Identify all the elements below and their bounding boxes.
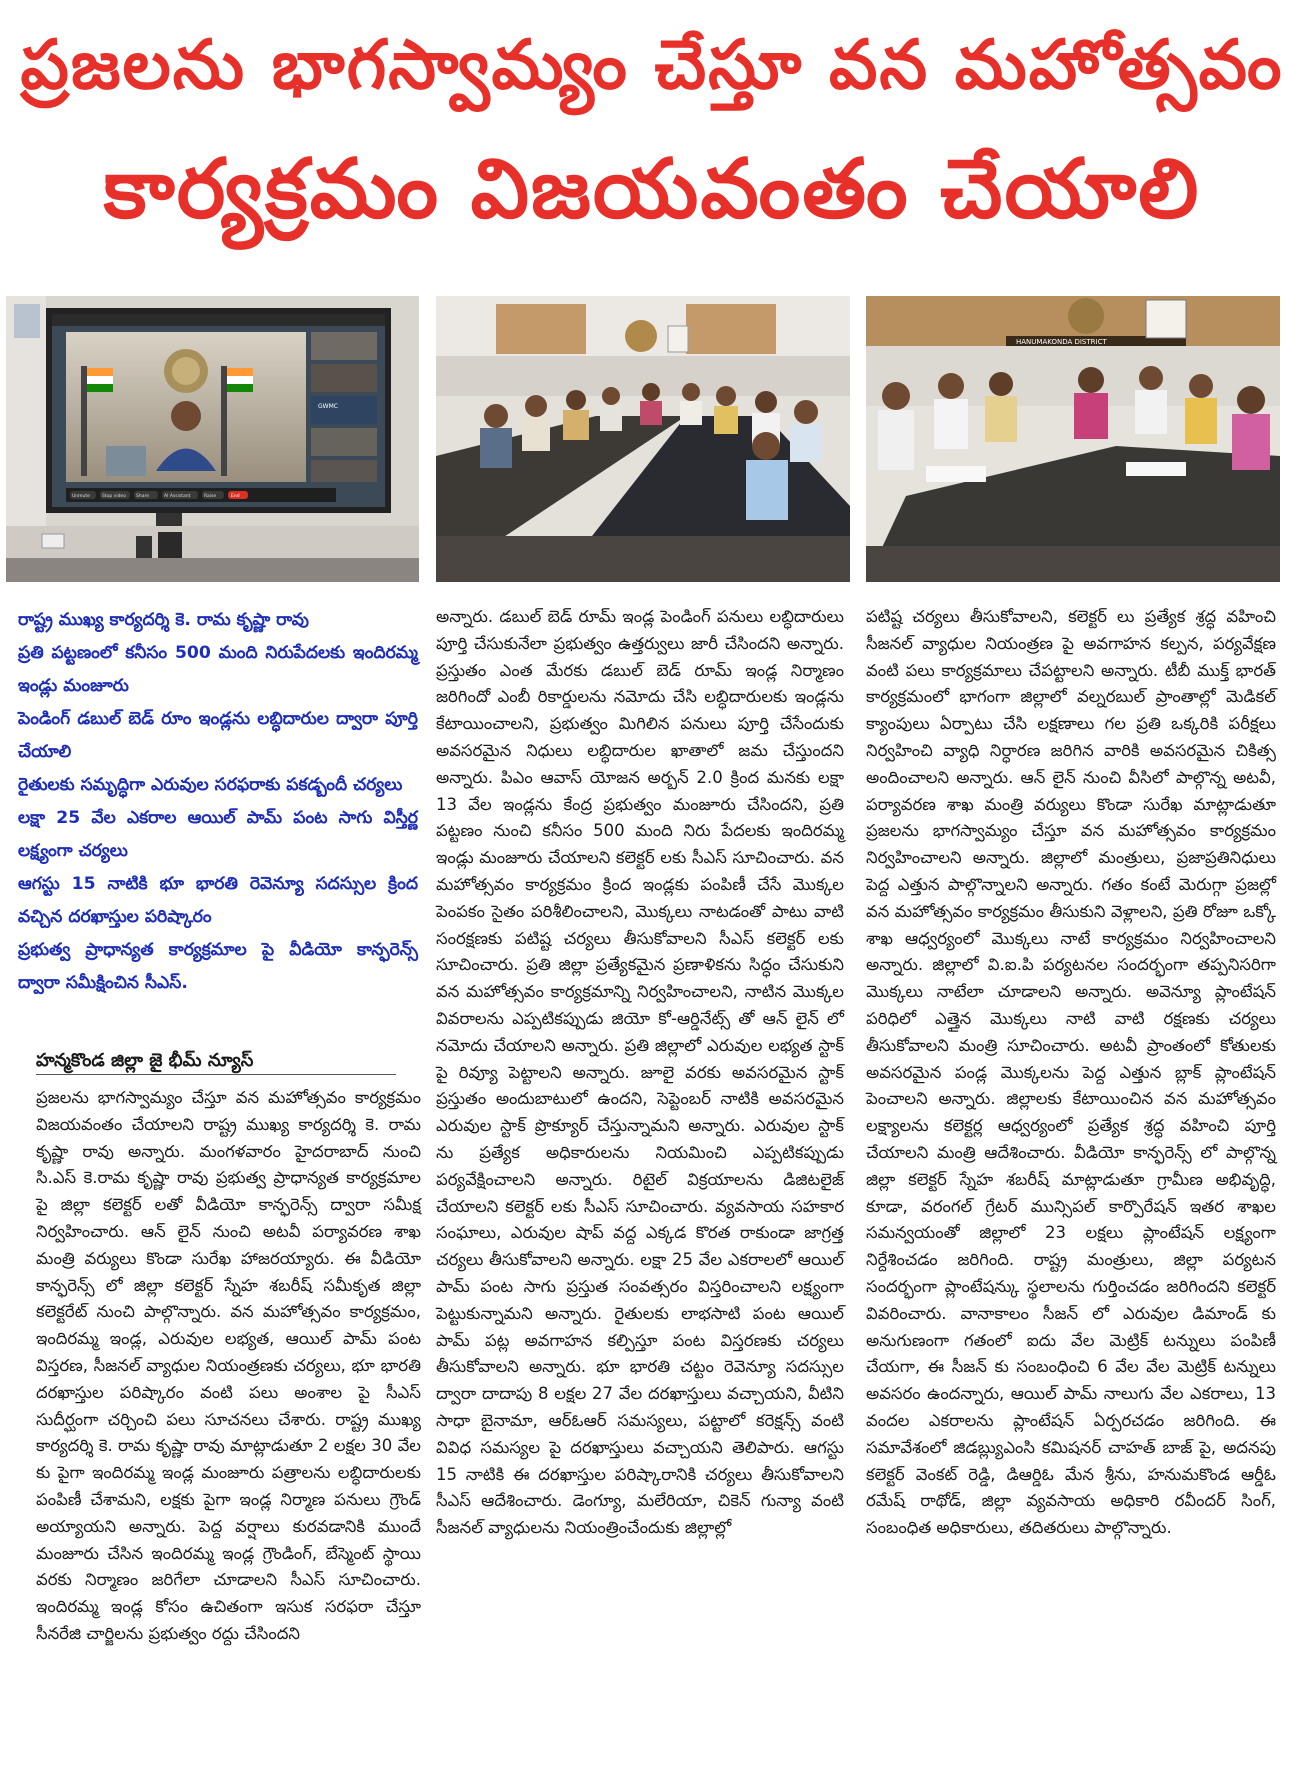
article-column-3: [866, 604, 1276, 1542]
highlight-item: ప్రభుత్వ ప్రాధాన్యత కార్యక్రమాల పై వీడియో కాన్ఫరెన్స్ ద్వారా సమీక్షించిన సీఎస్.: [18, 940, 418, 993]
screen-share-label: Share: [136, 494, 149, 499]
screen-participant1-label: GWMC: [318, 403, 338, 410]
screen-end-label: End: [231, 494, 240, 499]
article-text-1: ప్రజలను భాగస్వామ్యం చేస్తూ వన మహోత్సవం కార్యక్రమం విజయవంతం చేయాలని రాష్ట్ర ముఖ్య కార్యదర్శి కె. రామ కృష్ణా రావు అన్నారు. మంగళవారం హైదరాబాద్ నుంచి సి.ఎస్ కె.రామ కృష్ణా రావు ప్రభుత్వ ప్రాధాన్యత కార్యక్రమాల పై జిల్లా కలెక్టర్ లతో వీడియో కాన్ఫరెన్స్ ద్వారా సమీక్ష నిర్వహించారు. ఆన్ లైన్ నుంచి అటవీ పర్యావరణ శాఖ మంత్రి వర్యులు కొండా సురేఖ హాజరయ్యారు. ఈ వీడియో కాన్ఫరెన్స్ లో జిల్లా కలెక్టర్ స్నేహ శబరీష్ సమీకృత జిల్లా కలెక్టరేట్ నుంచి పాల్గొన్నారు. వన మహోత్సవం కార్యక్రమం, ఇందిరమ్మ ఇండ్ల, ఎరువుల లభ్యత, ఆయిల్ పామ్ పంట విస్తరణ, సీజనల్ వ్యాధుల నియంత్రణకు చర్యలు, భూ భారతి దరఖాస్తుల పరిష్కారం వంటి పలు అంశాల పై సీఎస్ సుదీర్ఘంగా చర్చించి పలు సూచనలు చేశారు. రాష్ట్ర ముఖ్య కార్యదర్శి కె. రామ కృష్ణా రావు మాట్లాడుతూ 2 లక్షల 30 వేల కు పైగా ఇందిరమ్మ ఇండ్ల మంజూరు పత్రాలను లబ్ధిదారులకు పంపిణీ చేశామని, లక్షకు పైగా ఇండ్ల నిర్మాణ పనులు గ్రౌండ్ అయ్యాయని అన్నారు. పెద్ద వర్షాలు కురవడానికి ముందే మంజూరు చేసిన ఇందిరమ్మ ఇండ్ల గ్రౌండింగ్, బేస్మెంట్ స్థాయి వరకు నిర్మాణం జరిగేలా చూడాలని సీఎస్ సూచించారు. ఇందిరమ్మ ఇండ్ల కోసం ఉచితంగా ఇసుక సరఫరా చేస్తూ సీనరేజి చార్జిలను ప్రభుత్వం రద్దు చేసిందని: [36, 1088, 421, 1643]
screen-participant-tile: [311, 396, 377, 424]
collector-banner-label: HANUMAKONDA DISTRICT: [1016, 338, 1107, 346]
highlight-item: ఆగస్టు 15 నాటికి భూ భారతి రెవెన్యూ సదస్సుల క్రింద వచ్చిన దరఖాస్తుల పరిష్కారం: [18, 874, 418, 927]
article-text-3: పటిష్ట చర్యలు తీసుకోవాలని, కలెక్టర్ లు ప్రత్యేక శ్రద్ధ వహించి సీజనల్ వ్యాధుల నియంత్రణ పై అవగాహన కల్పన, పర్యవేక్షణ వంటి పలు కార్యక్రమాలు చేపట్టాలని అన్నారు. టీబీ ముక్త్ భారత్ కార్యక్రమంలో భాగంగా జిల్లాలో వల్నరబుల్ ప్రాంతాల్లో మెడికల్ క్యాంపులు ఏర్పాటు చేసి లక్షణాలు గల ప్రతి ఒక్కరికి పరీక్షలు నిర్వహించి వ్యాధి నిర్ధారణ జరిగిన వారికి అవసరమైన చికిత్స అందించాలని అన్నారు. ఆన్ లైన్ నుంచి వీసిలో పాల్గొన్న అటవీ, పర్యావరణ శాఖ మంత్రి వర్యులు కొండా సురేఖ మాట్లాడుతూ ప్రజలను భాగస్వామ్యం చేస్తూ వన మహోత్సవం కార్యక్రమం నిర్వహించాలని అన్నారు. జిల్లాలో మంత్రులు, ప్రజాప్రతినిధులు పెద్ద ఎత్తున పాల్గొన్నాలని అన్నారు. గతం కంటే మెరుగ్గా ప్రజల్లో వన మహోత్సవం కార్యక్రమం తీసుకుని వెళ్లాలని, ప్రతి రోజూ ఒక్కో శాఖ ఆధ్వర్యంలో మొక్కలు నాటే కార్యక్రమం నిర్వహించాలని అన్నారు. జిల్లాలో వి.ఐ.పి పర్యటనల సందర్భంగా తప్పనిసరిగా మొక్కలు నాటేలా చూడాలని అన్నారు. అవెన్యూ ప్లాంటేషన్ పరిధిలో ఎత్తైన మొక్కలు నాటి వాటి రక్షణకు చర్యలు తీసుకోవాలని మంత్రి సూచించారు. అటవీ ప్రాంతంలో కోతులకు అవసరమైన పండ్ల మొక్కలను పెద్ద ఎత్తున బ్లాక్ ప్లాంటేషన్ పెంచాలని అన్నారు. జిల్లాలకు కేటాయించిన వన మహోత్సవం లక్ష్యాలను కలెక్టర్ల ఆధ్వర్యంలో ప్రత్యేక శ్రద్ధ వహించి పూర్తి చేయాలని మంత్రి ఆదేశించారు. వీడియో కాన్ఫరెన్స్ లో పాల్గొన్న జిల్లా కలెక్టర్ స్నేహ శబరీష్ మాట్లాడుతూ గ్రామీణ అభివృద్ధి, కూడా, వరంగల్ గ్రేటర్ మున్సిపల్ కార్పొరేషన్ ఇతర శాఖల సమన్వయంతో జిల్లాలో 23 లక్షలు ప్లాంటేషన్ లక్ష్యంగా నిర్దేశించడం జరిగింది. రాష్ట్ర మంత్రులు, జిల్లా పర్యటన సందర్భంగా ప్లాంటేషన్కు స్థలాలను గుర్తించడం జరిగిందని కలెక్టర్ వివరించారు. వానాకాలం సీజన్ లో ఎరువుల డిమాండ్ కు అనుగుణంగా గతంలో ఐదు వేల మెట్రిక్ టన్నులు పంపిణీ చేయగా, ఈ సీజన్ కు సంబంధించి 6 వేల వేల మెట్రిక్ టన్నులు అవసరం ఉందన్నారు, ఆయిల్ పామ్ నాలుగు వేల ఎకరాలు, 13 వందల ఎకరాలను ప్లాంటేషన్ ఏర్పరచడం జరిగింది. ఈ సమావేశంలో జిడబ్ల్యుఎంసి కమిషనర్ చాహత్ బాజ్ పై, అదనపు కలెక్టర్ వెంకట్ రెడ్డి, డిఆర్డిఓ మేన శ్రీను, హనుమకొండ ఆర్డీఓ రమేష్ రాథోడ్, జిల్లా వ్యవసాయ అధికారి రవీందర్ సింగ్, సంబంధిత అధికారులు, తదితరులు పాల్గొన్నారు.: [866, 607, 1276, 1538]
headline-line1: ప్రజలను భాగస్వామ్యం చేస్తూ వన మహోత్సవం: [20, 26, 1284, 105]
photo-meeting-hall: [436, 296, 850, 582]
highlight-item: రాష్ట్ర ముఖ్య కార్యదర్శి కె. రామ కృష్ణా రావు: [18, 610, 309, 630]
highlights-box: [18, 604, 418, 1000]
photo-collector-meeting: [866, 296, 1280, 582]
article-column-2: [436, 604, 844, 1542]
photo-collector-meeting-graphic: [866, 296, 1280, 582]
highlight-item: పెండింగ్ డబుల్ బెడ్ రూం ఇండ్లను లబ్ధిదారుల ద్వారా పూర్తి చేయాలి: [18, 709, 418, 762]
highlight-item: రైతులకు సమృద్ధిగా ఎరువుల సరఫరాకు పకడ్బందీ చర్యలు: [18, 775, 403, 795]
headline-line2: కార్యక్రమం విజయవంతం చేయాలి: [103, 142, 1201, 237]
highlight-item: లక్షా 25 వేల ఎకరాల ఆయిల్ పామ్ పంట సాగు విస్తీర్ణ లక్ష్యంగా చర్యలు: [18, 808, 418, 861]
highlight-item: ప్రతి పట్టణంలో కనీసం 500 మంది నిరుపేదలకు ఇందిరమ్మ ఇండ్లు మంజూరు: [18, 643, 418, 696]
article-text-2: అన్నారు. డబుల్ బెడ్ రూమ్ ఇండ్ల పెండింగ్ పనులు లబ్ధిదారులు పూర్తి చేసుకునేలా ప్రభుత్వం ఉత్తర్వులు జారీ చేసిందని అన్నారు. ప్రస్తుతం ఎంత మేరకు డబుల్ బెడ్ రూమ్ ఇండ్ల నిర్మాణం జరిగిందో ఎంబీ రికార్డులను నమోదు చేసి లబ్ధిదారులకు ఇండ్లను కేటాయించాలని, ప్రభుత్వం మిగిలిన పనులు పూర్తి చేసేందుకు అవసరమైన నిధులు లబ్ధిదారుల ఖాతాలో జమ చేస్తుందని అన్నారు. పిఎం ఆవాస్ యోజన అర్బన్ 2.0 క్రింద మనకు లక్షా 13 వేల ఇండ్లను కేంద్ర ప్రభుత్వం మంజూరు చేసిందని, ప్రతి పట్టణం నుంచి కనీసం 500 మంది నిరు పేదలకు ఇందిరమ్మ ఇండ్లు మంజూరు చేయాలని కలెక్టర్ లకు సీఎస్ సూచించారు. వన మహోత్సవం కార్యక్రమం క్రింద ఇండ్లకు పంపిణీ చేసే మొక్కల పెంపకం సైతం పరిశీలించాలని, మొక్కలు నాటడంతో పాటు వాటి సంరక్షణకు పటిష్ట చర్యలు తీసుకోవాలని సీఎస్ కలెక్టర్ లకు సూచించారు. ప్రతి జిల్లా ప్రత్యేకమైన ప్రణాళికను సిద్ధం చేసుకుని వన మహోత్సవం కార్యక్రమాన్ని నిర్వహించాలని, నాటిన మొక్కల వివరాలను ఎప్పటికప్పుడు జియో కో-ఆర్డినేట్స్ తో ఆన్ లైన్ లో నమోదు చేయాలని అన్నారు. ప్రతి జిల్లాలో ఎరువుల లభ్యత స్టాక్ పై రివ్యూ పెట్టాలని అన్నారు. జూలై వరకు అవసరమైన స్టాక్ ప్రస్తుతం అందుబాటులో ఉందని, సెప్టెంబర్ నాటికి అవసరమైన ఎరువుల స్టాక్ ప్రొక్యూర్ చేస్తున్నామని అన్నారు. ఎరువుల స్టాక్ ను ప్రత్యేక అధికారులను నియమించి ఎప్పటికప్పుడు పర్యవేక్షించాలని అన్నారు. రిటైల్ విక్రయాలను డిజిటలైజ్ చేయాలని కలెక్టర్ లకు సీఎస్ సూచించారు. వ్యవసాయ సహకార సంఘాలు, ఎరువుల షాప్ వద్ద ఎక్కడ కొరత రాకుండా జాగ్రత్త చర్యలు తీసుకోవాలని అన్నారు. లక్షా 25 వేల ఎకరాలలో ఆయిల్ పామ్ పంట సాగు ప్రస్తుత సంవత్సరం విస్తరించాలని లక్ష్యంగా పెట్టుకున్నామని అన్నారు. రైతులకు లాభసాటి పంట ఆయిల్ పామ్ పట్ల అవగాహన కల్పిస్తూ పంట విస్తరణకు చర్యలు తీసుకోవాలని అన్నారు. భూ భారతి చట్టం రెవెన్యూ సదస్సుల ద్వారా దాదాపు 8 లక్షల 27 వేల దరఖాస్తులు వచ్చాయని, వీటిని సాధా బైనామా, ఆర్ఓఆర్ సమస్యలు, పట్టాలో కరెక్షన్స్ వంటి వివిధ సమస్యల పై దరఖాస్తులు వచ్చాయని తెలిపారు. ఆగస్టు 15 నాటికి ఈ దరఖాస్తుల పరిష్కారానికి చర్యలు తీసుకోవాలని సీఎస్ ఆదేశించారు. డెంగ్యూ, మలేరియా, చికెన్ గున్యా వంటి సీజనల్ వ్యాధులను నియంత్రించేందుకు జిల్లాల్లో: [436, 607, 844, 1538]
screen-ai-label: AI Assistant: [164, 494, 191, 499]
photo-meeting-hall-graphic: [436, 296, 850, 582]
photo-video-conference: [6, 296, 419, 582]
article-column-1: [36, 1085, 421, 1648]
screen-raise-label: Raise: [204, 494, 217, 499]
byline: హన్మకొండ జిల్లా జై భీమ్ న్యూస్: [36, 1048, 396, 1075]
photo-video-conference-graphic: [6, 296, 419, 582]
screen-unmute-label: Unmute: [72, 494, 90, 499]
screen-stopvideo-label: Stop video: [102, 494, 126, 499]
